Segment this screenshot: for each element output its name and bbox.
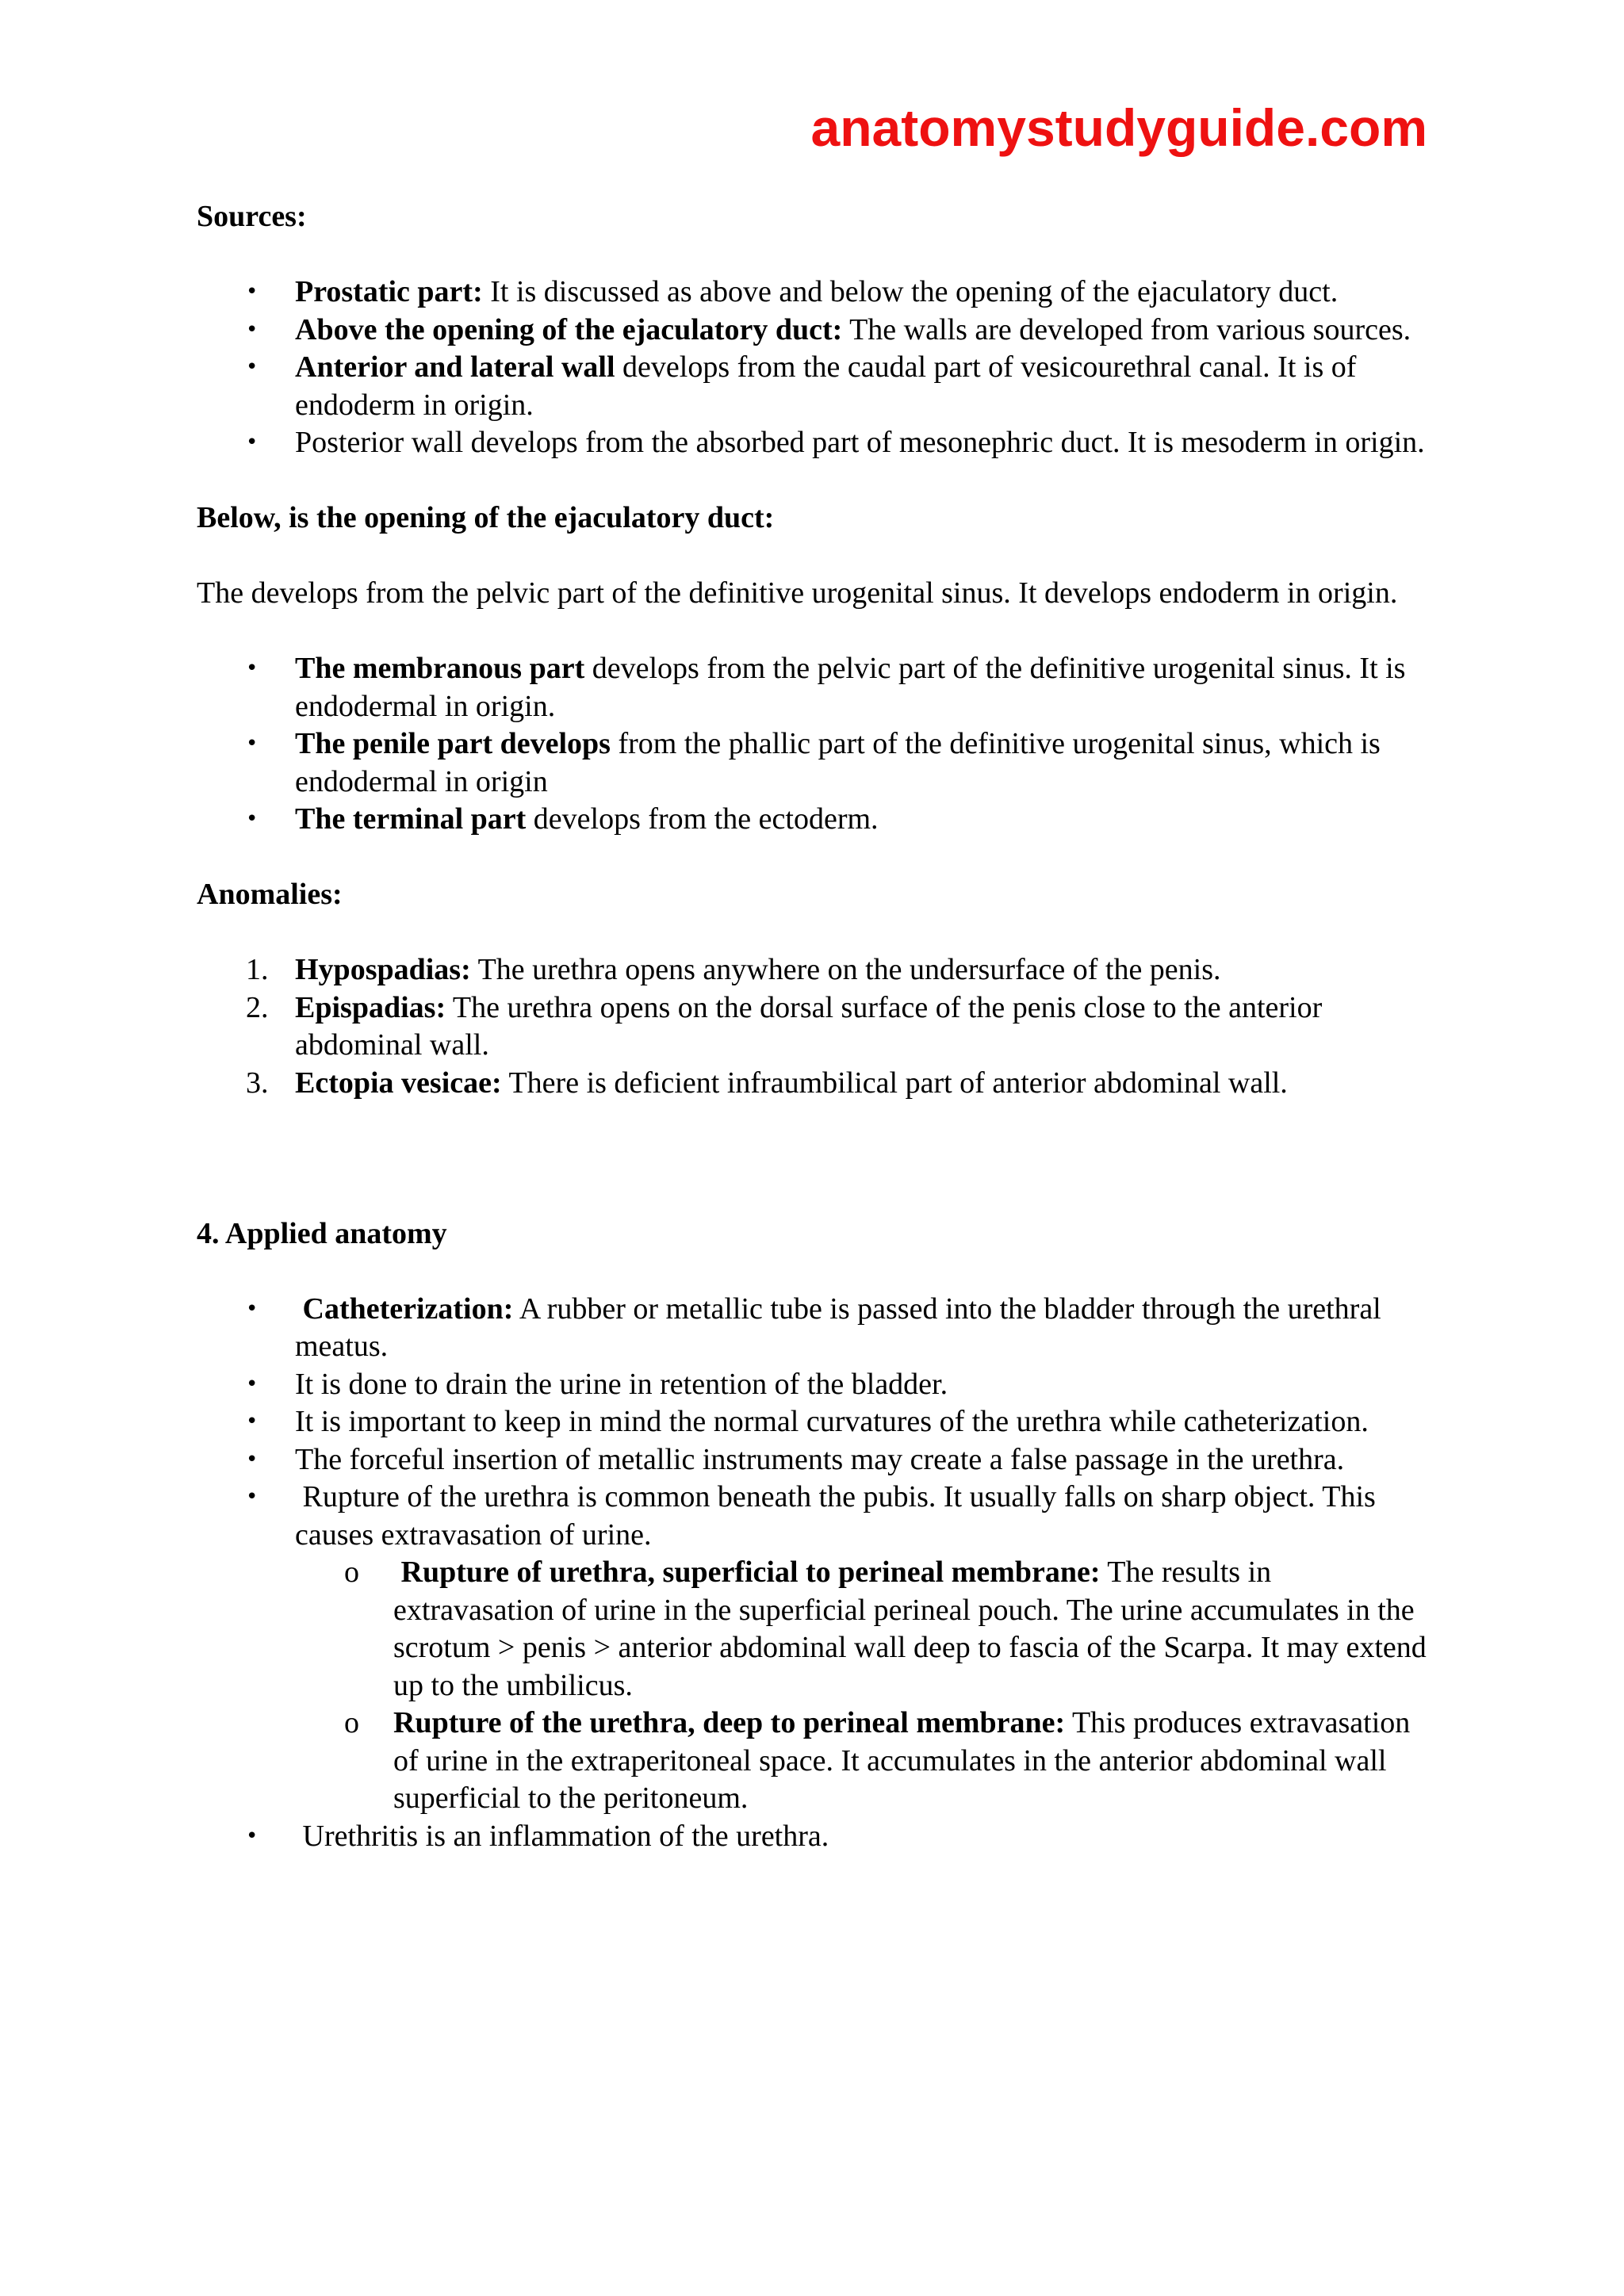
bullet-icon: • — [246, 317, 259, 342]
circle-bullet-icon: o — [344, 1556, 359, 1589]
item-text: The urethra opens anywhere on the undersurface of the penis. — [470, 953, 1221, 986]
bullet-icon: • — [246, 430, 259, 454]
item-text: develops from the caudal part of vesicourethral canal. It is of endoderm in origin. — [295, 350, 1357, 422]
item-text: from the phallic part of the definitive urogenital sinus, which is endodermal in origin — [295, 727, 1381, 798]
bullet-icon: • — [246, 807, 259, 831]
item-text: It is done to drain the urine in retention of the bladder. — [295, 1367, 948, 1401]
item-number: 2. — [246, 990, 269, 1024]
item-bold-label: The penile part develops — [295, 727, 611, 760]
item-text: It is important to keep in mind the normal curvatures of the urethra while catheterization. — [295, 1405, 1369, 1438]
item-text: develops from the pelvic part of the definitive urogenital sinus. It is endodermal in origin. — [295, 652, 1406, 723]
item-text: The walls are developed from various sources. — [842, 312, 1411, 346]
item-text: The urethra opens on the dorsal surface of the penis close to the anterior abdominal wall. — [295, 990, 1323, 1062]
bullet-icon: • — [246, 280, 259, 304]
sub-list-item — [295, 1554, 1434, 1705]
bullet-icon: • — [246, 732, 259, 756]
list-item — [197, 349, 1434, 424]
item-text: Posterior wall develops from the absorbed part of mesonephric duct. It is mesoderm in origin. — [295, 426, 1425, 459]
list-item — [197, 951, 1434, 989]
item-bold-label: Rupture of urethra, superficial to perineal membrane: — [393, 1556, 1101, 1589]
list-item — [197, 1403, 1434, 1441]
below-heading: Below, is the opening of the ejaculatory duct: — [197, 501, 775, 534]
bullet-icon: • — [246, 656, 259, 680]
list-item — [197, 1818, 1434, 1856]
list-item — [197, 1291, 1434, 1366]
item-text: The results in extravasation of urine in the superficial perineal pouch. The urine accumulates in the scrotum > penis > anterior abdominal wall deep to fascia of the Scarpa. It may extend up to the umbilicus. — [393, 1556, 1427, 1702]
item-text: develops from the ectoderm. — [526, 802, 879, 836]
item-bold-label: The terminal part — [295, 802, 527, 836]
sources-list — [197, 274, 1434, 462]
site-logo-text[interactable]: anatomystudyguide.com — [810, 98, 1427, 157]
bullet-icon: • — [246, 1410, 259, 1433]
item-text: Urethritis is an inflammation of the urethra. — [295, 1819, 829, 1853]
list-item — [197, 1065, 1434, 1103]
list-item — [197, 312, 1434, 350]
list-item — [197, 424, 1434, 462]
item-bold-label: Rupture of the urethra, deep to perineal membrane: — [393, 1706, 1066, 1739]
rupture-sublist — [295, 1554, 1434, 1818]
bullet-icon: • — [246, 1372, 259, 1396]
item-number: 3. — [246, 1066, 269, 1100]
anomalies-heading: Anomalies: — [197, 878, 343, 911]
item-text: There is deficient infraumbilical part of anterior abdominal wall. — [501, 1066, 1288, 1100]
list-item — [197, 989, 1434, 1065]
below-paragraph: The develops from the pelvic part of the definitive urogenital sinus. It develops endoderm in origin. — [197, 576, 1398, 610]
below-list — [197, 650, 1434, 839]
list-item — [197, 1366, 1434, 1404]
list-item — [197, 725, 1434, 801]
anomalies-list — [197, 951, 1434, 1102]
list-item — [197, 650, 1434, 725]
item-bold-label: Above the opening of the ejaculatory duct: — [295, 312, 843, 346]
item-text: A rubber or metallic tube is passed into the bladder through the urethral meatus. — [295, 1292, 1381, 1363]
item-text: This produces extravasation of urine in the extraperitoneal space. It accumulates in the anterior abdominal wall superficial to the peritoneum. — [393, 1706, 1411, 1815]
item-bold-label: Hypospadias: — [295, 953, 471, 986]
sources-heading: Sources: — [197, 200, 307, 233]
sub-list-item — [295, 1705, 1434, 1818]
document-body — [197, 198, 1434, 1855]
item-bold-label: Ectopia vesicae: — [295, 1066, 502, 1100]
list-item — [197, 274, 1434, 312]
bullet-icon: • — [246, 1823, 259, 1848]
item-bold-label: Anterior and lateral wall — [295, 350, 615, 384]
bullet-icon: • — [246, 1485, 259, 1509]
bullet-icon: • — [246, 355, 259, 379]
circle-bullet-icon: o — [344, 1706, 359, 1739]
item-bold-label: Epispadias: — [295, 990, 446, 1024]
list-item — [197, 1479, 1434, 1818]
item-text: The forceful insertion of metallic instruments may create a false passage in the urethra. — [295, 1442, 1345, 1476]
list-item — [197, 801, 1434, 839]
applied-anatomy-heading: 4. Applied anatomy — [197, 1216, 447, 1250]
item-bold-label: Catheterization: — [295, 1292, 514, 1326]
bullet-icon: • — [246, 1296, 259, 1321]
list-item — [197, 1441, 1434, 1479]
bullet-icon: • — [246, 1447, 259, 1471]
item-text: It is discussed as above and below the opening of the ejaculatory duct. — [482, 275, 1339, 308]
item-text: Rupture of the urethra is common beneath the pubis. It usually falls on sharp object. This causes extravasation of urine. — [295, 1480, 1384, 1552]
applied-anatomy-list — [197, 1291, 1434, 1856]
item-bold-label: Prostatic part: — [295, 275, 483, 308]
item-bold-label: The membranous part — [295, 652, 585, 685]
item-number: 1. — [246, 953, 269, 986]
